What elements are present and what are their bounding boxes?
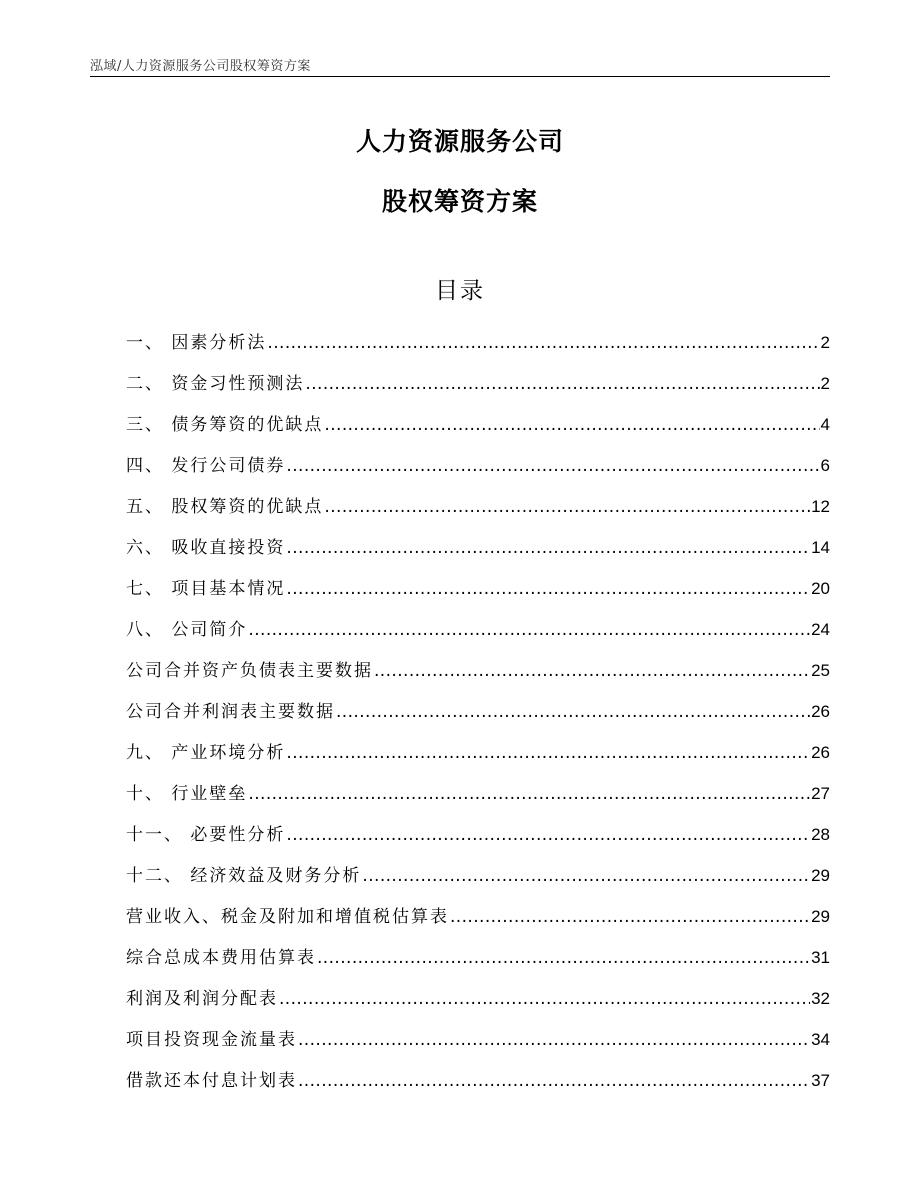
toc-entry-label: 公司合并资产负债表主要数据	[126, 661, 373, 681]
toc-entry-page: 29	[811, 907, 830, 926]
toc-leader-dots	[324, 405, 819, 446]
toc-entry-label: 七、 项目基本情况	[126, 579, 286, 599]
toc-leader-dots	[286, 569, 810, 610]
document-title-line2: 股权筹资方案	[381, 187, 538, 216]
toc-leader-dots	[450, 897, 810, 938]
toc-entry[interactable]	[126, 814, 830, 855]
toc-leader-dots	[286, 446, 819, 487]
toc-entry[interactable]	[126, 568, 830, 609]
toc-leader-dots	[286, 528, 810, 569]
toc-entry[interactable]	[126, 445, 830, 486]
toc-leader-dots	[248, 610, 810, 651]
toc-entry-page: 6	[820, 456, 830, 475]
toc-entry[interactable]	[126, 404, 830, 445]
toc-entry-page: 4	[820, 415, 830, 434]
toc-leader-dots	[317, 938, 810, 979]
toc-entry-page: 2	[820, 374, 830, 393]
toc-entry[interactable]	[126, 896, 830, 937]
toc-entry-page: 29	[811, 866, 830, 885]
toc-entry-label: 四、 发行公司债券	[126, 456, 286, 476]
toc-leader-dots	[324, 487, 810, 528]
toc-leader-dots	[248, 774, 810, 815]
toc-entry-page: 12	[811, 497, 830, 516]
toc-entry[interactable]	[126, 978, 830, 1019]
toc-entry-label: 综合总成本费用估算表	[126, 948, 316, 968]
toc-entry[interactable]	[126, 1019, 830, 1060]
header-divider	[90, 76, 830, 77]
toc-entry[interactable]	[126, 732, 830, 773]
toc-entry-page: 34	[811, 1030, 830, 1049]
toc-entry-page: 31	[811, 948, 830, 967]
toc-entry-label: 三、 债务筹资的优缺点	[126, 415, 324, 435]
toc-leader-dots	[305, 364, 819, 405]
toc-entry[interactable]	[126, 486, 830, 527]
toc-entry-label: 营业收入、税金及附加和增值税估算表	[126, 907, 449, 927]
toc-entry[interactable]	[126, 322, 830, 363]
toc-entry-label: 十一、 必要性分析	[126, 825, 286, 845]
toc-leader-dots	[336, 692, 810, 733]
toc-entry-page: 26	[811, 743, 830, 762]
toc-entry[interactable]	[126, 691, 830, 732]
toc-leader-dots	[286, 733, 810, 774]
toc-entry-page: 32	[811, 989, 830, 1008]
toc-entry-label: 借款还本付息计划表	[126, 1071, 297, 1091]
toc-heading: 目录	[435, 278, 485, 304]
table-of-contents	[126, 322, 830, 1101]
document-title-line1: 人力资源服务公司	[355, 127, 564, 156]
toc-leader-dots	[374, 651, 810, 692]
toc-entry-label: 二、 资金习性预测法	[126, 374, 305, 394]
toc-entry-label: 八、 公司简介	[126, 620, 248, 640]
toc-entry-page: 25	[811, 661, 830, 680]
toc-entry-label: 十、 行业壁垒	[126, 784, 248, 804]
toc-leader-dots	[267, 323, 819, 364]
toc-leader-dots	[286, 815, 810, 856]
header-text: 泓域/人力资源服务公司股权筹资方案	[90, 59, 311, 74]
toc-entry[interactable]	[126, 855, 830, 896]
toc-leader-dots	[298, 1061, 810, 1102]
toc-entry-label: 九、 产业环境分析	[126, 743, 286, 763]
toc-entry[interactable]	[126, 650, 830, 691]
toc-entry-label: 一、 因素分析法	[126, 333, 267, 353]
toc-entry-label: 五、 股权筹资的优缺点	[126, 497, 324, 517]
toc-entry[interactable]	[126, 527, 830, 568]
toc-entry-label: 六、 吸收直接投资	[126, 538, 286, 558]
toc-entry[interactable]	[126, 363, 830, 404]
toc-entry[interactable]	[126, 937, 830, 978]
toc-entry-page: 20	[811, 579, 830, 598]
toc-entry-label: 公司合并利润表主要数据	[126, 702, 335, 722]
toc-entry-label: 十二、 经济效益及财务分析	[126, 866, 362, 886]
toc-entry[interactable]	[126, 773, 830, 814]
toc-entry-page: 26	[811, 702, 830, 721]
toc-entry-page: 24	[811, 620, 830, 639]
toc-entry-page: 14	[811, 538, 830, 557]
toc-leader-dots	[298, 1020, 810, 1061]
toc-entry-page: 28	[811, 825, 830, 844]
toc-entry[interactable]	[126, 609, 830, 650]
toc-entry-label: 利润及利润分配表	[126, 989, 278, 1009]
toc-leader-dots	[279, 979, 810, 1020]
toc-entry-label: 项目投资现金流量表	[126, 1030, 297, 1050]
toc-entry-page: 37	[811, 1071, 830, 1090]
toc-entry-page: 27	[811, 784, 830, 803]
toc-leader-dots	[362, 856, 810, 897]
toc-entry-page: 2	[820, 333, 830, 352]
toc-entry[interactable]	[126, 1060, 830, 1101]
